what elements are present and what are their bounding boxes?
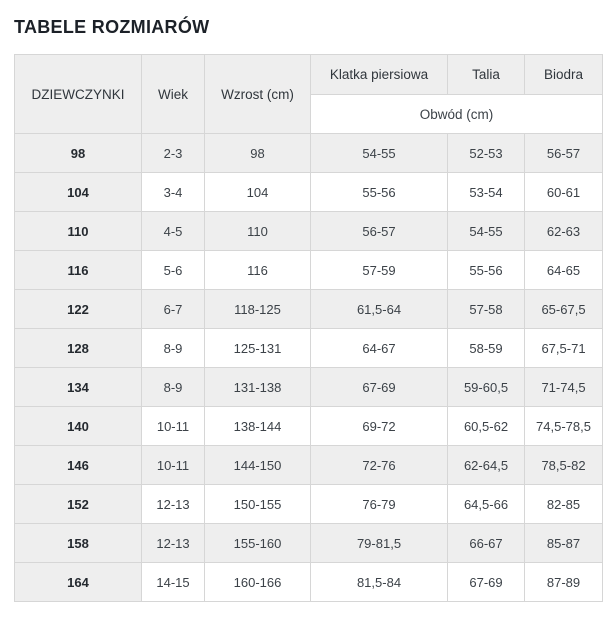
chest-cell: 64-67 [311,329,448,368]
age-cell: 3-4 [142,173,205,212]
age-cell: 4-5 [142,212,205,251]
size-cell: 116 [15,251,142,290]
hips-cell: 78,5-82 [525,446,603,485]
age-cell: 5-6 [142,251,205,290]
size-cell: 128 [15,329,142,368]
age-cell: 10-11 [142,446,205,485]
column-header-hips: Biodra [525,55,603,95]
waist-cell: 58-59 [448,329,525,368]
chest-cell: 67-69 [311,368,448,407]
waist-cell: 66-67 [448,524,525,563]
table-row [15,407,603,446]
age-cell: 14-15 [142,563,205,602]
waist-cell: 57-58 [448,290,525,329]
column-header-age: Wiek [142,55,205,134]
size-cell: 146 [15,446,142,485]
table-row [15,134,603,173]
column-header-chest: Klatka piersiowa [311,55,448,95]
size-cell: 122 [15,290,142,329]
chest-cell: 76-79 [311,485,448,524]
size-cell: 110 [15,212,142,251]
page-title: TABELE ROZMIARÓW [14,17,210,37]
table-row [15,485,603,524]
height-cell: 110 [205,212,311,251]
chest-cell: 57-59 [311,251,448,290]
height-cell: 104 [205,173,311,212]
table-row [15,446,603,485]
hips-cell: 85-87 [525,524,603,563]
age-cell: 12-13 [142,485,205,524]
height-cell: 98 [205,134,311,173]
height-cell: 138-144 [205,407,311,446]
table-row [15,290,603,329]
waist-cell: 59-60,5 [448,368,525,407]
hips-cell: 62-63 [525,212,603,251]
header-row-main [15,55,603,95]
table-row [15,563,603,602]
size-cell: 104 [15,173,142,212]
waist-cell: 55-56 [448,251,525,290]
hips-cell: 82-85 [525,485,603,524]
chest-cell: 54-55 [311,134,448,173]
hips-cell: 56-57 [525,134,603,173]
column-header-girls: DZIEWCZYNKI [15,55,142,134]
hips-cell: 60-61 [525,173,603,212]
height-cell: 131-138 [205,368,311,407]
size-cell: 134 [15,368,142,407]
age-cell: 6-7 [142,290,205,329]
age-cell: 8-9 [142,329,205,368]
height-cell: 160-166 [205,563,311,602]
size-table-header [15,55,603,134]
size-cell: 158 [15,524,142,563]
chest-cell: 69-72 [311,407,448,446]
table-row [15,212,603,251]
age-cell: 2-3 [142,134,205,173]
height-cell: 144-150 [205,446,311,485]
waist-cell: 60,5-62 [448,407,525,446]
waist-cell: 64,5-66 [448,485,525,524]
chest-cell: 61,5-64 [311,290,448,329]
hips-cell: 64-65 [525,251,603,290]
column-header-waist: Talia [448,55,525,95]
height-cell: 155-160 [205,524,311,563]
age-cell: 12-13 [142,524,205,563]
height-cell: 118-125 [205,290,311,329]
table-row [15,524,603,563]
table-row [15,173,603,212]
chest-cell: 56-57 [311,212,448,251]
height-cell: 125-131 [205,329,311,368]
girls-size-table [14,54,603,602]
table-row [15,329,603,368]
size-cell: 164 [15,563,142,602]
hips-cell: 67,5-71 [525,329,603,368]
table-row [15,251,603,290]
height-cell: 116 [205,251,311,290]
size-cell: 140 [15,407,142,446]
height-cell: 150-155 [205,485,311,524]
size-cell: 152 [15,485,142,524]
age-cell: 10-11 [142,407,205,446]
size-table-body [15,134,603,602]
table-row [15,368,603,407]
chest-cell: 55-56 [311,173,448,212]
waist-cell: 67-69 [448,563,525,602]
size-cell: 98 [15,134,142,173]
chest-cell: 79-81,5 [311,524,448,563]
hips-cell: 74,5-78,5 [525,407,603,446]
chest-cell: 72-76 [311,446,448,485]
hips-cell: 65-67,5 [525,290,603,329]
waist-cell: 54-55 [448,212,525,251]
hips-cell: 71-74,5 [525,368,603,407]
column-header-height: Wzrost (cm) [205,55,311,134]
waist-cell: 62-64,5 [448,446,525,485]
chest-cell: 81,5-84 [311,563,448,602]
age-cell: 8-9 [142,368,205,407]
waist-cell: 53-54 [448,173,525,212]
waist-cell: 52-53 [448,134,525,173]
hips-cell: 87-89 [525,563,603,602]
subheader-circumference: Obwód (cm) [311,95,603,134]
